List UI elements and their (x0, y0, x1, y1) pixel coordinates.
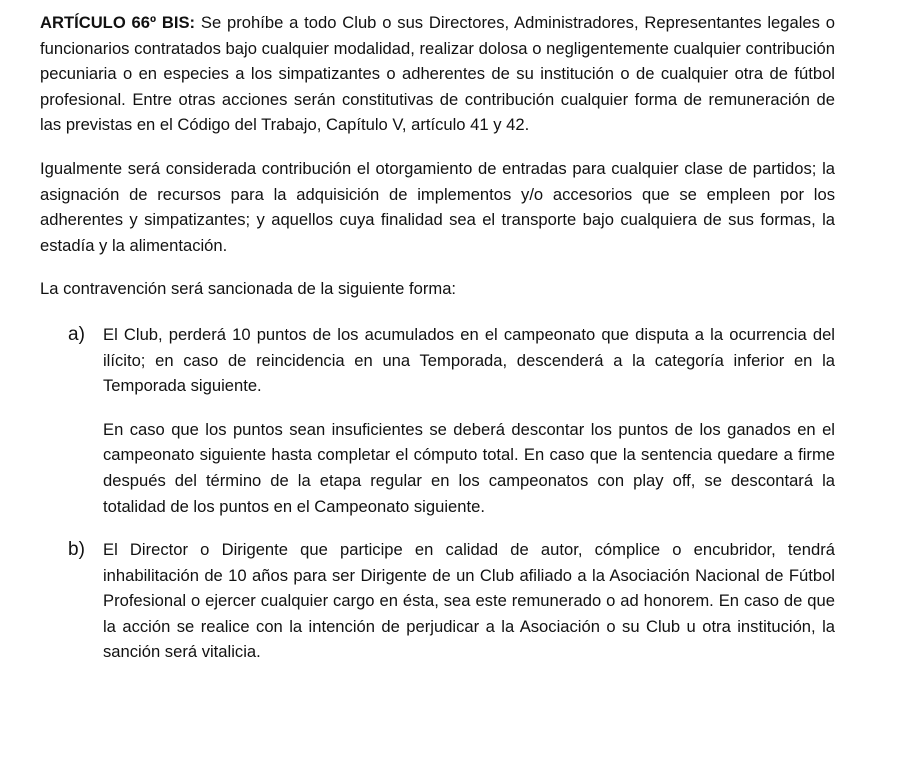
article-paragraph-contribution: Igualmente será considerada contribución el otorgamiento de entradas para cualquier clase de partidos; la asignación de recursos para la adquisición de implementos y/o accesorios que se empleen por los adherentes y simpatizantes; y aquellos cuya finalidad sea el transporte bajo cualquiera de sus formas, la estadía y la alimentación. (40, 158, 835, 255)
list-item-a-subtext: En caso que los puntos sean insuficientes se deberá descontar los puntos de los ganados en el campeonato siguiente hasta completar el cómputo total. En caso que la sentencia quedare a firme después del término de la etapa regular en los campeonatos con play off, se descontará la totalidad de los puntos en el Campeonato siguiente. (103, 419, 835, 516)
document-body (40, 10, 835, 665)
list-marker-b: b) (68, 539, 85, 561)
list-marker-a: a) (68, 323, 85, 345)
article-intro-text: Se prohíbe a todo Club o sus Directores, Administradores, Representantes legales o funcionarios contratados bajo cualquier modalidad, realizar dolosa o negligentemente cualquier contribución pecuniaria o en especies a los simpatizantes o adherentes de su institución o de cualquier otra de fútbol profesional. Entre otras acciones serán constitutivas de contribución cualquier forma de remuneración de las previstas en el Código del Trabajo, Capítulo V, artículo 41 y 42. (40, 13, 835, 135)
list-item-b-text: El Director o Dirigente que participe en calidad de autor, cómplice o encubridor, tendrá inhabilitación de 10 años para ser Dirigente de un Club afiliado a la Asociación Nacional de Fútbol Profesional o ejercer cualquier cargo en ésta, sea este remunerado o ad honorem. En caso de que la acción se realice con la intención de perjudicar a la Asociación o su Club u otra institución, la sanción será vitalicia. (103, 540, 835, 662)
list-item-a-text: El Club, perderá 10 puntos de los acumulados en el campeonato que disputa a la ocurrencia del ilícito; en caso de reincidencia en una Temporada, descenderá a la categoría inferior en la Temporada siguiente. (103, 324, 835, 396)
article-paragraph-intro (40, 10, 835, 138)
article-title: ARTÍCULO 66º BIS: (40, 13, 196, 32)
list-item-b (40, 537, 835, 665)
list-item-a (40, 322, 835, 519)
article-paragraph-sanction-intro: La contravención será sancionada de la siguiente forma: (40, 279, 457, 299)
